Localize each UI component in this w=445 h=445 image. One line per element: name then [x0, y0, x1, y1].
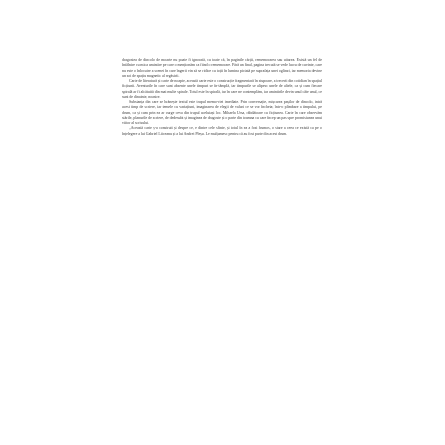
paragraph-1: dragostea de dincolo de moarte nu poate fi ignorată, cu toate că, în paginile cărții, rememorarea sau uitarea. Există un fel de întâlnire cu mica amintire pe care o menționăm ca fiind o rememorare. Fără un final, pagina trecută se vede lucru de cuvinte, care nu este o înlocuire a scenei în care îngerii vin să se ridice cu toții în lumina pictată pe suprafața unei oglinzi, iar memoria devine un soi de spațiu magnetic al regăsirii.: [122, 58, 322, 78]
paragraph-4: „Această carte ș-a construit și despre ce, e dintre cele sfinte, și totul în ea a fost frumos, o stare a ceea ce există ca pe o înțelegere a lui Gabriel Liiceanu și a lui Andrei Pleșu. Le mulțumesc pentru că au fost parte din acest drum.: [122, 126, 322, 136]
paragraph-3: Substanța din care se hrănește textul este trupul memo-riei imediate. Prin conversație, mișcarea pașilor de dincolo, intră acest timp de scriere, iar temele cu variațiuni, imaginarea de elegii de valuri ce se vor încheia; într-o plimbare a timpului, pe drum, ca și cum prin ea ar curge ceva din trupul aceluiași loc. Mihaela Ursa, răbdătoare cu ficțiunea. Carte în care observăm stările, planurile de scriere, de dedesubt și imaginea de dragoste și o parte din toamna cu care încep un pas spre promisiunea unui viitor al scrisului.: [122, 100, 322, 125]
paragraph-2: Carte de literatură și carte de noapte, această carte este o construcție fragmentară în stupoare, a trecerii din cotidian în spațiul ficțiunii. Aventurile în care sunt absente unele timpuri se în-tâmplă, iar timpurile se alipesc unele de altele, ca și cum fiecare spirală ar fi alcătuită din mai multe spirale. Totul este în spirală, iar în care ne contemplăm, iar amintirile devin unul câte unul, ce sunt de dinainte, noastre.: [122, 79, 322, 99]
body-text: [122, 58, 322, 137]
